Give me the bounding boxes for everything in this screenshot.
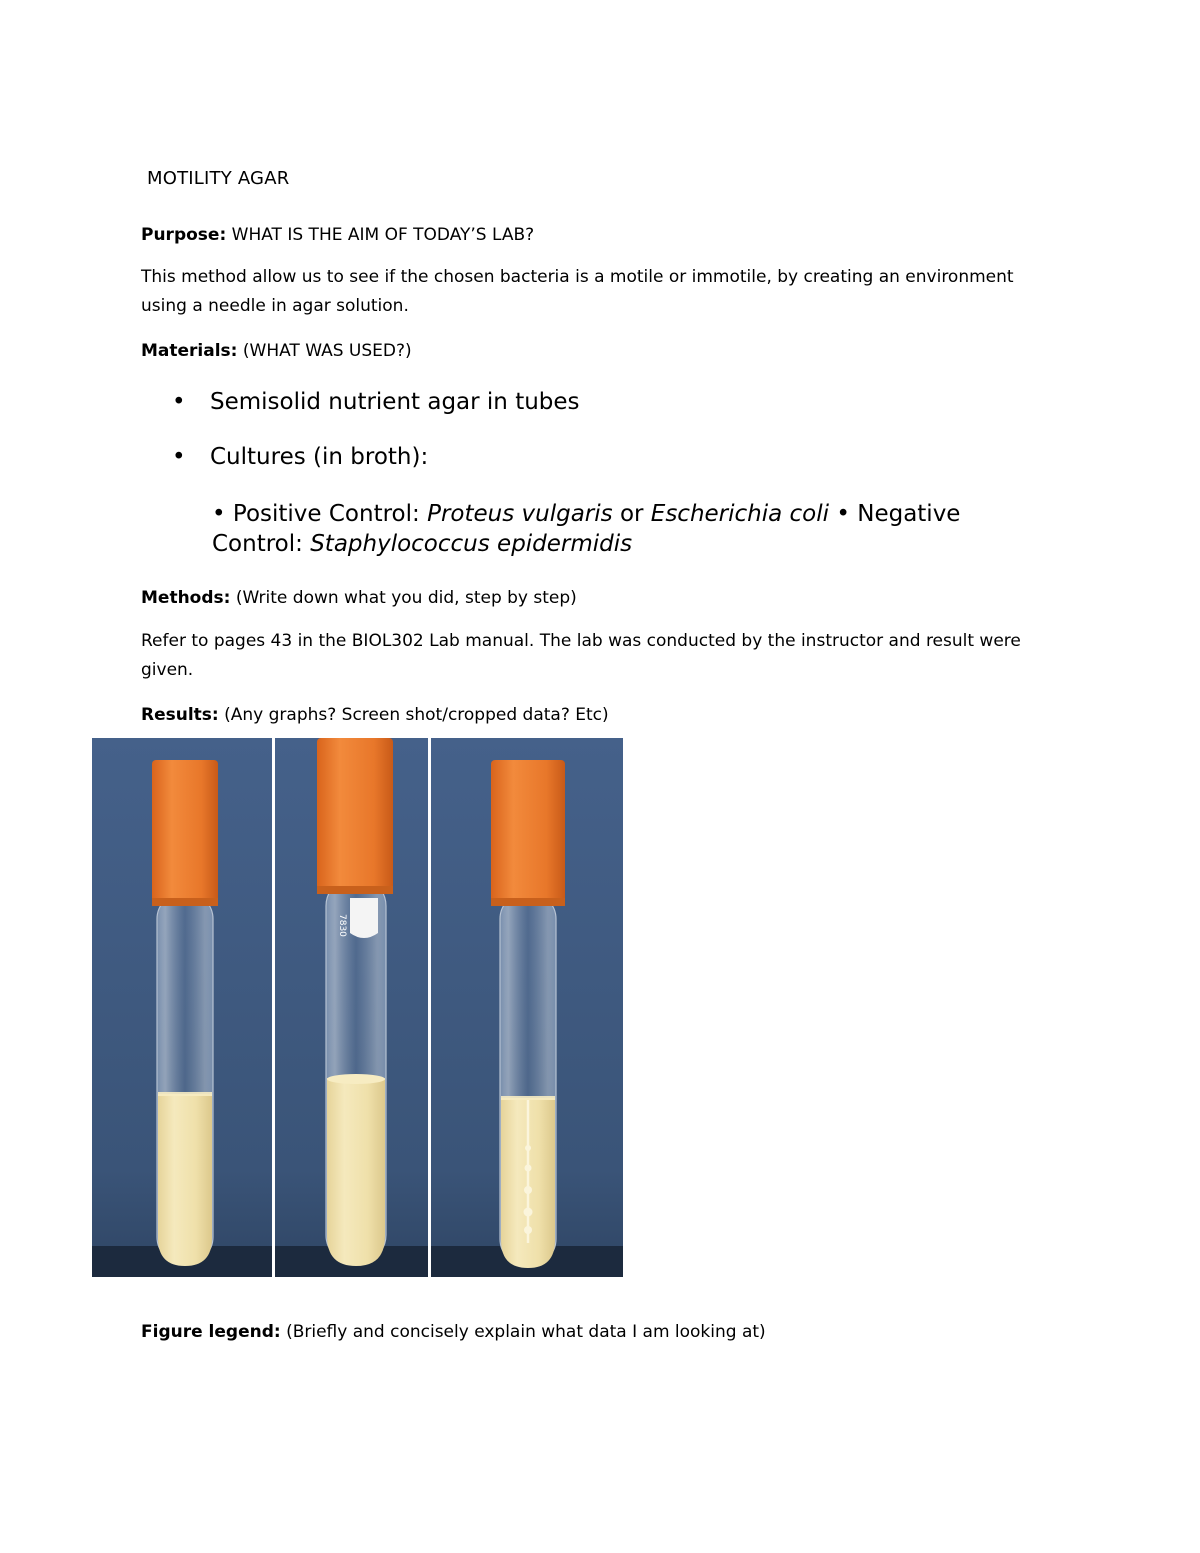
controls-list	[212, 499, 1012, 559]
materials-label: Materials:	[141, 341, 238, 361]
figure-legend-prompt: (Briefly and concisely explain what data I am looking at)	[286, 1322, 766, 1342]
purpose-prompt: WHAT IS THE AIM OF TODAY’S LAB?	[231, 225, 535, 245]
material-item-label: Cultures (in broth):	[210, 444, 429, 470]
negative-label: Negative	[857, 501, 961, 527]
methods-label: Methods:	[141, 588, 231, 608]
methods-prompt: (Write down what you did, step by step)	[235, 588, 577, 608]
methods-heading	[141, 584, 1061, 613]
sub-bullet-icon: •	[212, 501, 226, 527]
page-title: MOTILITY AGAR	[147, 168, 290, 189]
bullet-icon: •	[172, 444, 186, 470]
material-item-cultures	[172, 444, 428, 470]
figure-legend-heading	[141, 1318, 1061, 1347]
materials-prompt: (WHAT WAS USED?)	[242, 341, 412, 361]
tube-label-text: 7830	[337, 914, 347, 937]
purpose-heading	[141, 221, 1061, 250]
material-item-agar	[172, 389, 580, 415]
control-word: Control:	[212, 531, 303, 557]
bullet-icon: •	[172, 389, 186, 415]
positive-control-label: Positive Control:	[232, 501, 420, 527]
photo-divider-2	[428, 738, 431, 1277]
positive-organism-1: Proteus vulgaris	[427, 501, 613, 527]
or-word: or	[619, 501, 644, 527]
tube-2	[317, 738, 393, 1266]
results-photo	[92, 738, 623, 1277]
results-prompt: (Any graphs? Screen shot/cropped data? Etc)	[224, 705, 609, 725]
materials-heading	[141, 337, 1061, 366]
results-label: Results:	[141, 705, 219, 725]
figure-legend-label: Figure legend:	[141, 1322, 281, 1342]
material-item-label: Semisolid nutrient agar in tubes	[210, 389, 580, 415]
methods-line-1: Refer to pages 43 in the BIOL302 Lab manual. The lab was conducted by the instructor and result were	[141, 631, 1021, 651]
photo-divider-1	[272, 738, 275, 1277]
tube-3	[491, 760, 565, 1268]
methods-line-2: given.	[141, 660, 194, 680]
results-heading	[141, 701, 1061, 730]
purpose-label: Purpose:	[141, 225, 227, 245]
positive-organism-2: Escherichia coli	[650, 501, 830, 527]
negative-organism: Staphylococcus epidermidis	[310, 531, 633, 557]
tube-1	[152, 760, 218, 1266]
purpose-body	[141, 263, 1061, 321]
purpose-line-2: using a needle in agar solution.	[141, 296, 409, 316]
purpose-line-1: This method allow us to see if the chosen bacteria is a motile or immotile, by creating an environment	[141, 267, 1014, 287]
sub-bullet-icon: •	[836, 501, 850, 527]
methods-body	[141, 627, 1061, 685]
